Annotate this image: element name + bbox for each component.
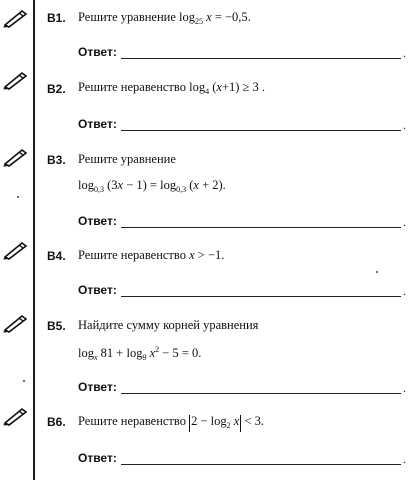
scan-speck [17, 196, 19, 198]
line-end-dot: . [403, 381, 406, 395]
line-end-dot: . [403, 215, 406, 229]
line-end-dot: . [403, 46, 406, 60]
question-number: B2. [47, 82, 66, 96]
question-number: B6. [47, 415, 66, 429]
line-end-dot: . [403, 284, 406, 298]
answer-field[interactable] [121, 296, 401, 297]
line-end-dot: . [403, 118, 406, 132]
question-number: B5. [47, 319, 66, 333]
answer-field[interactable] [121, 227, 401, 228]
answer-label: Ответ: [78, 380, 117, 394]
answer-label: Ответ: [78, 117, 117, 131]
question-text: Решите неравенство x > −1. [78, 248, 225, 262]
pencil-icon [2, 313, 28, 333]
answer-field[interactable] [121, 393, 401, 394]
scan-speck [23, 380, 25, 382]
answer-label: Ответ: [78, 214, 117, 228]
question-text: Решите уравнение [78, 152, 176, 166]
pencil-icon [2, 406, 28, 426]
answer-field[interactable] [121, 130, 401, 131]
question-text: Решите неравенство $\log_4 (x+1) \ge 3$ . [78, 80, 266, 96]
pencil-icon [2, 8, 28, 28]
line-end-dot: . [403, 452, 406, 466]
question-text: Найдите сумму корней уравнения [78, 318, 259, 332]
equation: $\log_{0,3} (3x - 1) = \log_{0,3} (x + 2)$. [78, 178, 226, 194]
equation: $\log_x 81 + \log_9 x^2 - 5 = 0$. [78, 345, 202, 362]
question-number: B4. [47, 249, 66, 263]
question-text: Решите уравнение $\log_{25} x = -0,5$. [78, 10, 251, 26]
answer-label: Ответ: [78, 45, 117, 59]
answer-label: Ответ: [78, 451, 117, 465]
answer-label: Ответ: [78, 283, 117, 297]
pencil-icon [2, 240, 28, 260]
pencil-icon [2, 70, 28, 90]
question-number: B3. [47, 153, 66, 167]
scan-speck [376, 271, 378, 273]
answer-field[interactable] [121, 464, 401, 465]
question-number: B1. [47, 11, 66, 25]
pencil-icon [2, 147, 28, 167]
question-text: Решите неравенство $2 - \log_2 x < 3$. [78, 414, 264, 430]
margin-rule [33, 0, 35, 480]
answer-field[interactable] [121, 58, 401, 59]
